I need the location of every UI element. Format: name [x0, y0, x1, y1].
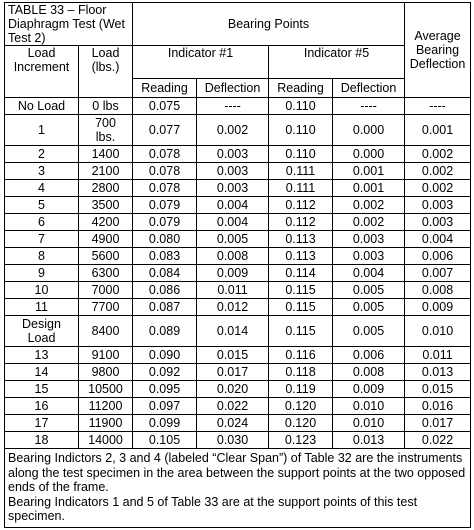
bearing-points-header: Bearing Points	[133, 3, 405, 46]
indicator-5-reading-cell: 0.116	[269, 347, 333, 364]
indicator-1-reading-cell: 0.078	[133, 163, 197, 180]
load-lbs-cell-line: 14000	[88, 433, 123, 447]
indicator-5-deflection-cell: 0.001	[333, 163, 405, 180]
average-header-line: Deflection	[409, 57, 466, 71]
footnote-row	[5, 449, 471, 528]
load-increment-cell	[5, 146, 79, 163]
load-increment-cell	[5, 364, 79, 381]
indicator-5-reading-cell: 0.118	[269, 364, 333, 381]
average-deflection-cell: 0.004	[405, 231, 471, 248]
indicator-1-reading-cell: 0.079	[133, 214, 197, 231]
table-row	[5, 248, 471, 265]
average-deflection-cell: 0.017	[405, 415, 471, 432]
table-row	[5, 282, 471, 299]
indicator-5-deflection-cell: 0.006	[333, 347, 405, 364]
table-row	[5, 398, 471, 415]
indicator-1-reading-cell: 0.078	[133, 180, 197, 197]
load-lbs-cell-line: 7700	[91, 300, 120, 314]
indicator-5-reading-cell: 0.113	[269, 231, 333, 248]
average-deflection-cell: 0.003	[405, 197, 471, 214]
load-increment-cell-line: 13	[34, 348, 49, 362]
load-increment-cell	[5, 231, 79, 248]
table-row	[5, 180, 471, 197]
load-increment-header-line: Load	[27, 46, 56, 60]
load-increment-cell	[5, 347, 79, 364]
indicator-5-reading-cell: 0.110	[269, 98, 333, 115]
indicator-1-deflection-cell: 0.003	[197, 180, 269, 197]
average-deflection-cell: 0.011	[405, 347, 471, 364]
load-lbs-cell-line: 6300	[91, 266, 120, 280]
average-deflection-cell: 0.010	[405, 316, 471, 347]
indicator-1-reading-cell: 0.095	[133, 381, 197, 398]
average-deflection-cell: 0.001	[405, 115, 471, 146]
load-increment-cell-line: No Load	[17, 99, 66, 113]
load-increment-cell	[5, 180, 79, 197]
indicator-1-reading-cell: 0.089	[133, 316, 197, 347]
average-deflection-cell: 0.016	[405, 398, 471, 415]
load-increment-cell-line: 11	[35, 300, 48, 314]
load-increment-cell	[5, 265, 79, 282]
table-row	[5, 299, 471, 316]
load-lbs-cell-line: 4900	[91, 232, 120, 246]
indicator-5-deflection-cell: 0.008	[333, 364, 405, 381]
table-row	[5, 163, 471, 180]
load-lbs-cell-line: 8400	[91, 324, 120, 338]
load-increment-cell	[5, 316, 79, 347]
load-lbs-cell-line: 2100	[91, 164, 120, 178]
average-header-line: Bearing	[415, 43, 460, 57]
load-lbs-header-line: (lbs.)	[91, 60, 120, 74]
load-lbs-cell-line: 3500	[91, 198, 120, 212]
load-increment-cell	[5, 115, 79, 146]
indicator-1-reading-cell: 0.075	[133, 98, 197, 115]
load-lbs-cell-line: 11200	[88, 399, 123, 413]
indicator-5-reading-cell: 0.120	[269, 415, 333, 432]
load-lbs-cell	[79, 398, 133, 415]
load-lbs-cell-line: 5600	[91, 249, 120, 263]
indicator-5-deflection-cell: 0.003	[333, 248, 405, 265]
indicator-1-deflection-cell: 0.004	[197, 214, 269, 231]
header-row-subcolumns	[5, 79, 471, 98]
indicator-1-deflection-cell: 0.022	[197, 398, 269, 415]
average-deflection-cell: 0.002	[405, 146, 471, 163]
indicator-1-deflection-cell: 0.004	[197, 197, 269, 214]
footnote: Bearing Indicators 1 and 5 of Table 33 are at the support points of this test specimen.	[8, 494, 418, 523]
table-row	[5, 432, 471, 449]
table-title: TABLE 33 – Floor Diaphragm Test (Wet Test 2)	[5, 3, 133, 46]
load-lbs-cell-line: 700	[95, 116, 116, 130]
load-lbs-cell	[79, 364, 133, 381]
load-lbs-cell-line: 9800	[91, 365, 120, 379]
blank-header-cell	[5, 79, 79, 98]
indicator-1-deflection-cell: 0.017	[197, 364, 269, 381]
average-deflection-cell: 0.003	[405, 214, 471, 231]
load-increment-cell-line: 7	[38, 232, 45, 246]
load-lbs-cell	[79, 180, 133, 197]
indicator-5-deflection-cell: 0.013	[333, 432, 405, 449]
load-lbs-cell	[79, 347, 133, 364]
load-lbs-cell	[79, 415, 133, 432]
indicator-1-reading-cell: 0.083	[133, 248, 197, 265]
indicator-5-reading-cell: 0.119	[269, 381, 333, 398]
title-row	[5, 3, 471, 46]
load-lbs-cell-line: 7000	[91, 283, 120, 297]
load-increment-cell-line: 9	[38, 266, 45, 280]
table-body	[5, 98, 471, 449]
indicator-5-deflection-cell: 0.002	[333, 214, 405, 231]
load-lbs-cell-line: 11900	[88, 416, 123, 430]
indicator-5-reading-cell: 0.111	[269, 163, 333, 180]
load-increment-cell	[5, 214, 79, 231]
average-deflection-cell: 0.002	[405, 163, 471, 180]
table-row	[5, 415, 471, 432]
load-increment-cell	[5, 432, 79, 449]
deflection-1-header: Deflection	[197, 79, 269, 98]
load-increment-cell-line: 10	[34, 283, 49, 297]
indicator-5-deflection-cell: 0.005	[333, 316, 405, 347]
indicator-5-deflection-cell: 0.005	[333, 282, 405, 299]
indicator-1-deflection-cell: 0.002	[197, 115, 269, 146]
load-increment-cell	[5, 248, 79, 265]
load-lbs-cell	[79, 282, 133, 299]
load-increment-cell-line: 2	[38, 147, 45, 161]
indicator-1-deflection-cell: ----	[197, 98, 269, 115]
load-increment-cell-line: 15	[34, 382, 49, 396]
indicator-5-reading-cell: 0.115	[269, 299, 333, 316]
average-header-line: Average	[414, 29, 461, 43]
load-lbs-cell-line: 1400	[91, 147, 120, 161]
load-lbs-cell-line: 2800	[91, 181, 120, 195]
indicator-1-reading-cell: 0.078	[133, 146, 197, 163]
load-lbs-cell-line: 9100	[91, 348, 120, 362]
indicator-1-reading-cell: 0.097	[133, 398, 197, 415]
load-lbs-cell	[79, 299, 133, 316]
indicator-1-reading-cell: 0.090	[133, 347, 197, 364]
average-deflection-cell: 0.006	[405, 248, 471, 265]
load-lbs-cell-line: 4200	[91, 215, 120, 229]
table-row	[5, 381, 471, 398]
load-increment-cell-line: 16	[34, 399, 49, 413]
indicator-5-deflection-cell: 0.001	[333, 180, 405, 197]
load-increment-cell-line: 8	[38, 249, 45, 263]
indicator-1-deflection-cell: 0.008	[197, 248, 269, 265]
table-row	[5, 347, 471, 364]
load-lbs-cell	[79, 432, 133, 449]
footnote-cell	[5, 449, 471, 528]
indicator-1-reading-cell: 0.084	[133, 265, 197, 282]
indicator-5-deflection-cell: 0.003	[333, 231, 405, 248]
indicator-1-deflection-cell: 0.005	[197, 231, 269, 248]
load-increment-cell	[5, 98, 79, 115]
indicator-1-deflection-cell: 0.012	[197, 299, 269, 316]
load-increment-cell	[5, 381, 79, 398]
load-lbs-cell	[79, 98, 133, 115]
indicator-5-deflection-cell: 0.009	[333, 381, 405, 398]
load-increment-cell-line: Design	[22, 317, 61, 331]
load-increment-cell-line: 4	[38, 181, 45, 195]
indicator-5-reading-cell: 0.110	[269, 146, 333, 163]
indicator-1-reading-cell: 0.080	[133, 231, 197, 248]
indicator-1-reading-cell: 0.092	[133, 364, 197, 381]
load-lbs-cell	[79, 163, 133, 180]
load-increment-header	[5, 46, 79, 79]
load-increment-cell-line: 14	[34, 365, 49, 379]
indicator-1-reading-cell: 0.086	[133, 282, 197, 299]
load-lbs-cell	[79, 115, 133, 146]
load-lbs-cell	[79, 231, 133, 248]
indicator-5-deflection-cell: 0.000	[333, 115, 405, 146]
load-lbs-header-line: Load	[91, 46, 120, 60]
data-table	[4, 2, 471, 528]
table-row	[5, 214, 471, 231]
load-lbs-cell-line: lbs.	[95, 130, 116, 144]
load-increment-cell	[5, 299, 79, 316]
table-container	[4, 2, 470, 528]
indicator-5-deflection-cell: 0.002	[333, 197, 405, 214]
table-row	[5, 197, 471, 214]
load-increment-cell-line: 18	[34, 433, 49, 447]
average-deflection-cell: 0.015	[405, 381, 471, 398]
load-lbs-cell	[79, 146, 133, 163]
average-deflection-cell: 0.009	[405, 299, 471, 316]
average-deflection-header	[405, 3, 471, 98]
load-lbs-header	[79, 46, 133, 79]
indicator-5-deflection-cell: 0.010	[333, 398, 405, 415]
footnote: Bearing Indictors 2, 3 and 4 (labeled “Clear Span”) of Table 32 are the instruments along the test specimen in the area between the support points at the two opposed ends of the frame.	[8, 451, 466, 494]
load-increment-cell-line: 1	[38, 123, 45, 137]
reading-5-header: Reading	[269, 79, 333, 98]
table-row	[5, 115, 471, 146]
load-increment-cell	[5, 415, 79, 432]
reading-1-header: Reading	[133, 79, 197, 98]
load-lbs-cell	[79, 316, 133, 347]
load-increment-cell-line: 17	[34, 416, 49, 430]
table-row	[5, 98, 471, 115]
indicator-5-deflection-cell: 0.005	[333, 299, 405, 316]
average-deflection-cell: 0.007	[405, 265, 471, 282]
load-lbs-cell	[79, 214, 133, 231]
table-row	[5, 316, 471, 347]
average-deflection-cell: 0.008	[405, 282, 471, 299]
table-row	[5, 231, 471, 248]
load-lbs-cell	[79, 265, 133, 282]
indicator-5-deflection-cell: ----	[333, 98, 405, 115]
indicator-1-deflection-cell: 0.030	[197, 432, 269, 449]
load-increment-header-line: Increment	[13, 60, 70, 74]
indicator-5-reading-cell: 0.111	[269, 180, 333, 197]
indicator-1-reading-cell: 0.077	[133, 115, 197, 146]
table-row	[5, 265, 471, 282]
indicator-1-reading-cell: 0.099	[133, 415, 197, 432]
indicator-5-reading-cell: 0.115	[269, 282, 333, 299]
load-increment-cell-line: 3	[38, 164, 45, 178]
indicator-1-deflection-cell: 0.024	[197, 415, 269, 432]
indicator-5-reading-cell: 0.115	[269, 316, 333, 347]
indicator-5-reading-cell: 0.114	[269, 265, 333, 282]
deflection-5-header: Deflection	[333, 79, 405, 98]
average-deflection-cell: 0.013	[405, 364, 471, 381]
load-increment-cell	[5, 398, 79, 415]
indicator-1-deflection-cell: 0.015	[197, 347, 269, 364]
average-deflection-cell: 0.002	[405, 180, 471, 197]
indicator-5-deflection-cell: 0.000	[333, 146, 405, 163]
indicator-5-reading-cell: 0.120	[269, 398, 333, 415]
indicator-1-reading-cell: 0.105	[133, 432, 197, 449]
indicator-5-reading-cell: 0.112	[269, 197, 333, 214]
indicator-1-reading-cell: 0.079	[133, 197, 197, 214]
load-lbs-cell	[79, 197, 133, 214]
load-lbs-cell	[79, 248, 133, 265]
load-increment-cell-line: Load	[27, 331, 56, 345]
indicator-5-reading-cell: 0.123	[269, 432, 333, 449]
indicator-5-deflection-cell: 0.004	[333, 265, 405, 282]
indicator-1-deflection-cell: 0.003	[197, 163, 269, 180]
indicator-5-reading-cell: 0.113	[269, 248, 333, 265]
indicator-1-deflection-cell: 0.014	[197, 316, 269, 347]
load-increment-cell	[5, 163, 79, 180]
indicator-1-deflection-cell: 0.020	[197, 381, 269, 398]
load-increment-cell	[5, 197, 79, 214]
header-row-indicators	[5, 46, 471, 79]
blank-header-cell	[79, 79, 133, 98]
load-increment-cell	[5, 282, 79, 299]
indicator-1-reading-cell: 0.087	[133, 299, 197, 316]
indicator-5-header: Indicator #5	[269, 46, 405, 79]
load-increment-cell-line: 6	[38, 215, 45, 229]
load-lbs-cell	[79, 381, 133, 398]
indicator-1-deflection-cell: 0.011	[197, 282, 269, 299]
average-deflection-cell: 0.022	[405, 432, 471, 449]
indicator-5-reading-cell: 0.112	[269, 214, 333, 231]
load-lbs-cell-line: 0 lbs	[92, 99, 119, 113]
indicator-5-deflection-cell: 0.010	[333, 415, 405, 432]
average-deflection-cell: ----	[405, 98, 471, 115]
indicator-1-deflection-cell: 0.003	[197, 146, 269, 163]
indicator-1-header: Indicator #1	[133, 46, 269, 79]
load-increment-cell-line: 5	[38, 198, 45, 212]
table-row	[5, 364, 471, 381]
load-lbs-cell-line: 10500	[88, 382, 123, 396]
indicator-1-deflection-cell: 0.009	[197, 265, 269, 282]
table-row	[5, 146, 471, 163]
indicator-5-reading-cell: 0.110	[269, 115, 333, 146]
